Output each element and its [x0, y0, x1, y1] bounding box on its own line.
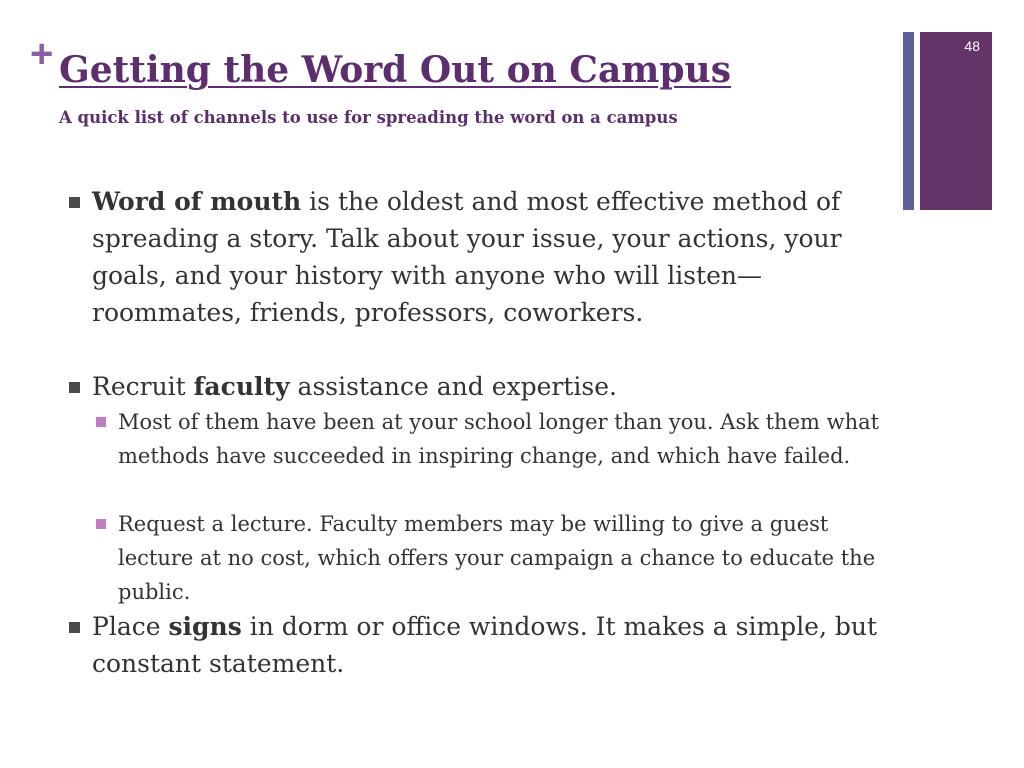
slide-subtitle: A quick list of channels to use for spreading the word on a campus: [59, 108, 678, 127]
slide-number: 48: [964, 38, 980, 54]
square-sub-bullet-icon: [96, 417, 106, 427]
bullet-post-text: is the oldest and most effective method of spreading a story. Talk about your issue, your actions, your goals, and your history with anyone who will listen—roommates, friends, professors, coworkers.: [92, 187, 842, 327]
accent-block: [920, 32, 992, 210]
bullet-bold-text: Word of mouth: [92, 187, 302, 216]
bullet-bold-text: faculty: [193, 372, 290, 401]
square-sub-bullet-icon: [96, 519, 106, 529]
bullet-pre-text: Most of them have been at your school longer than you. Ask them what methods have succeeded in inspiring change, and which have failed.: [118, 410, 880, 468]
bullet-item-faculty: [92, 368, 892, 405]
bullet-item-word-of-mouth: [92, 183, 892, 331]
bullet-item-signs: [92, 608, 892, 682]
plus-mark: +: [30, 32, 54, 76]
bullet-post-text: in dorm or office windows. It makes a simple, but constant statement.: [92, 612, 878, 678]
accent-bar: [903, 32, 914, 210]
bullet-bold-text: signs: [168, 612, 242, 641]
bullet-pre-text: Place: [92, 612, 169, 641]
bullet-pre-text: Recruit: [92, 372, 194, 401]
bullet-pre-text: Request a lecture. Faculty members may be willing to give a guest lecture at no cost, which offers your campaign a chance to educate the public.: [118, 512, 876, 604]
square-bullet-icon: [69, 197, 80, 208]
sub-bullet-item-school-history: [118, 405, 893, 473]
square-bullet-icon: [69, 622, 80, 633]
square-bullet-icon: [69, 382, 80, 393]
bullet-post-text: assistance and expertise.: [289, 372, 617, 401]
sub-bullet-item-lecture: [118, 507, 893, 609]
slide-title: Getting the Word Out on Campus: [59, 49, 731, 91]
